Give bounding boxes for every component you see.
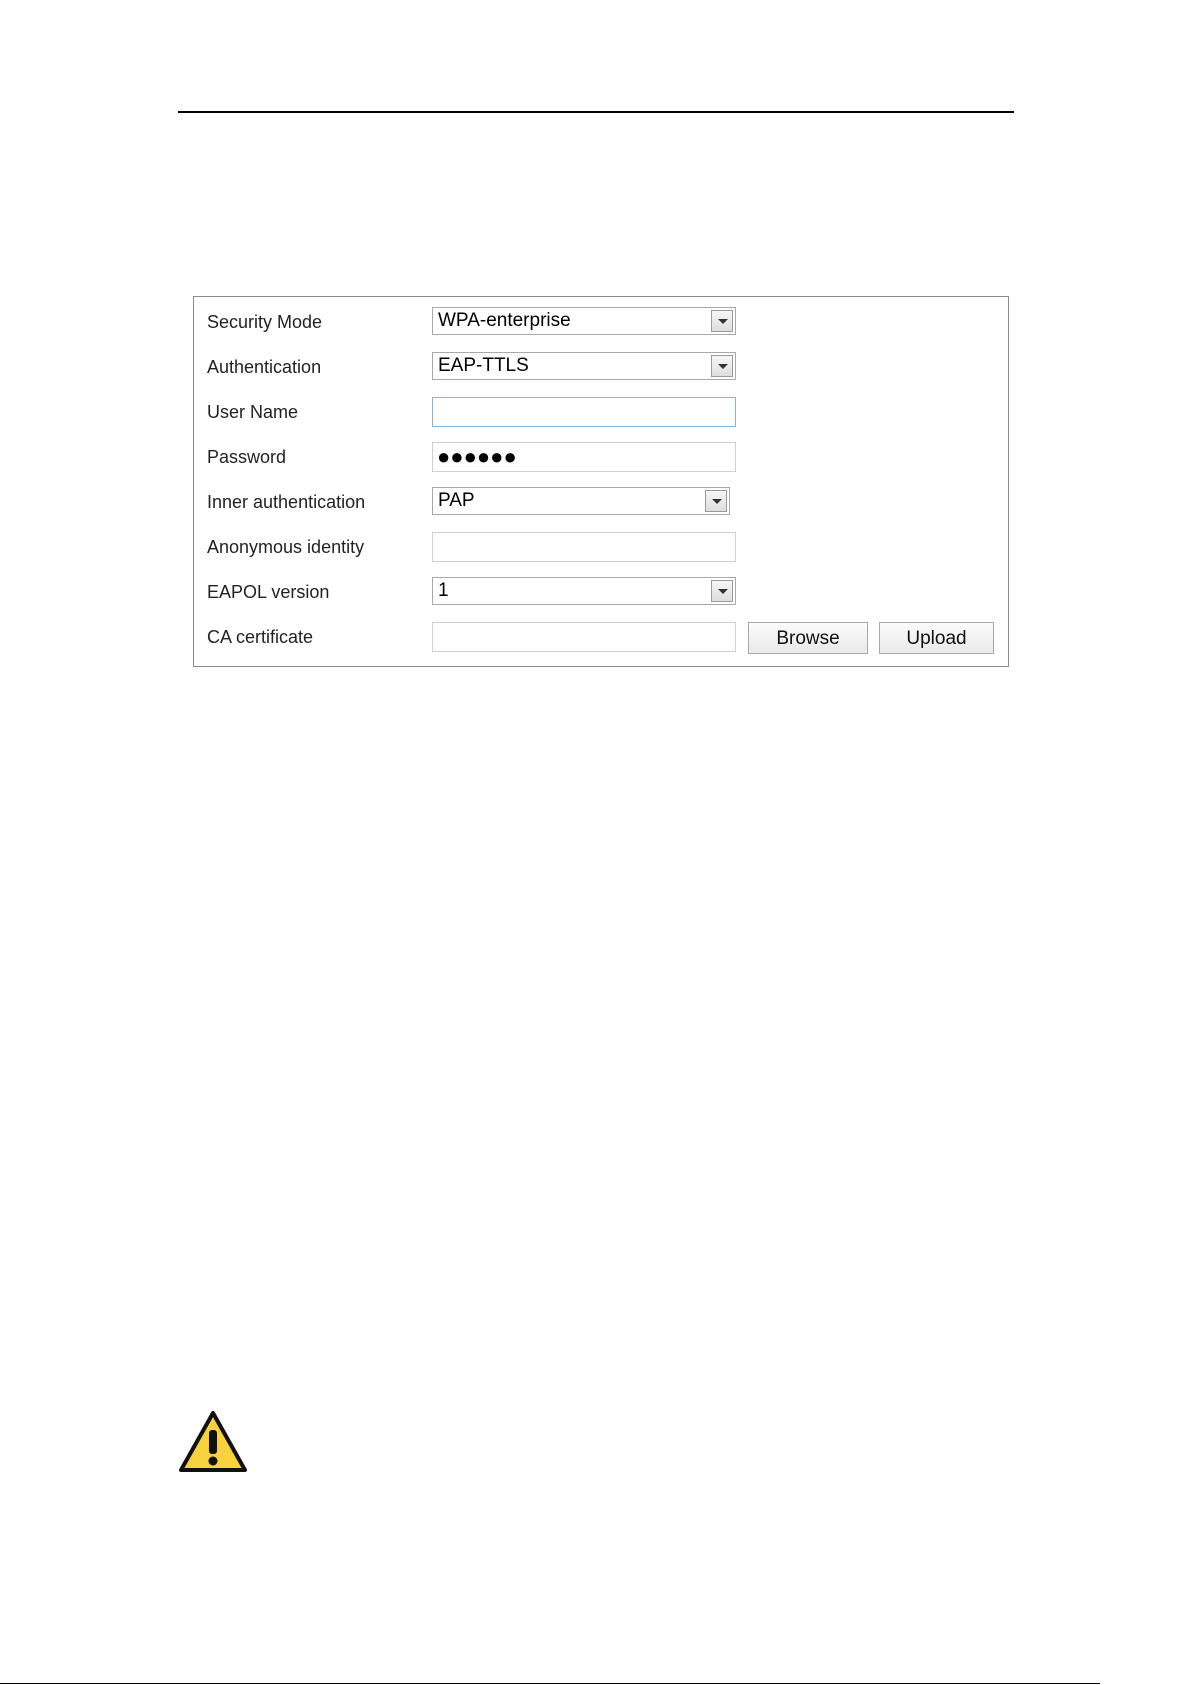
anonymous-identity-input[interactable] — [432, 532, 736, 562]
browse-button[interactable]: Browse — [748, 622, 868, 654]
wlan-security-panel — [193, 296, 1009, 667]
eapol-version-select[interactable] — [432, 577, 736, 605]
row-inner-authentication — [194, 487, 1008, 517]
password-label: Password — [207, 447, 287, 467]
authentication-value: EAP-TTLS — [438, 355, 529, 376]
chevron-down-icon[interactable] — [711, 355, 733, 377]
user-name-input[interactable] — [432, 397, 736, 427]
chevron-down-icon[interactable] — [711, 310, 733, 332]
inner-authentication-label: Inner authentication — [207, 492, 366, 512]
row-authentication — [194, 352, 1008, 382]
ca-certificate-input[interactable] — [432, 622, 736, 652]
security-mode-select[interactable] — [432, 307, 736, 335]
inner-authentication-value: PAP — [438, 490, 475, 511]
ca-certificate-label: CA certificate — [207, 627, 314, 647]
row-ca-certificate — [194, 622, 1008, 652]
authentication-select[interactable] — [432, 352, 736, 380]
inner-authentication-select[interactable] — [432, 487, 730, 515]
footer-rule — [0, 1683, 1100, 1684]
user-name-label: User Name — [207, 402, 299, 422]
chevron-down-icon[interactable] — [711, 580, 733, 602]
security-mode-value: WPA-enterprise — [438, 310, 571, 331]
upload-button[interactable]: Upload — [879, 622, 994, 654]
row-user-name — [194, 397, 1008, 427]
eapol-version-value: 1 — [438, 580, 449, 601]
password-input[interactable]: ●●●●●● — [432, 442, 736, 472]
row-anonymous-identity — [194, 532, 1008, 562]
anonymous-identity-label: Anonymous identity — [207, 537, 365, 557]
row-password — [194, 442, 1008, 472]
header-rule — [178, 111, 1014, 113]
row-eapol-version — [194, 577, 1008, 607]
warning-icon — [178, 1410, 248, 1474]
row-security-mode — [194, 307, 1008, 337]
eapol-version-label: EAPOL version — [207, 582, 330, 602]
security-mode-label: Security Mode — [207, 312, 323, 332]
authentication-label: Authentication — [207, 357, 322, 377]
chevron-down-icon[interactable] — [705, 490, 727, 512]
